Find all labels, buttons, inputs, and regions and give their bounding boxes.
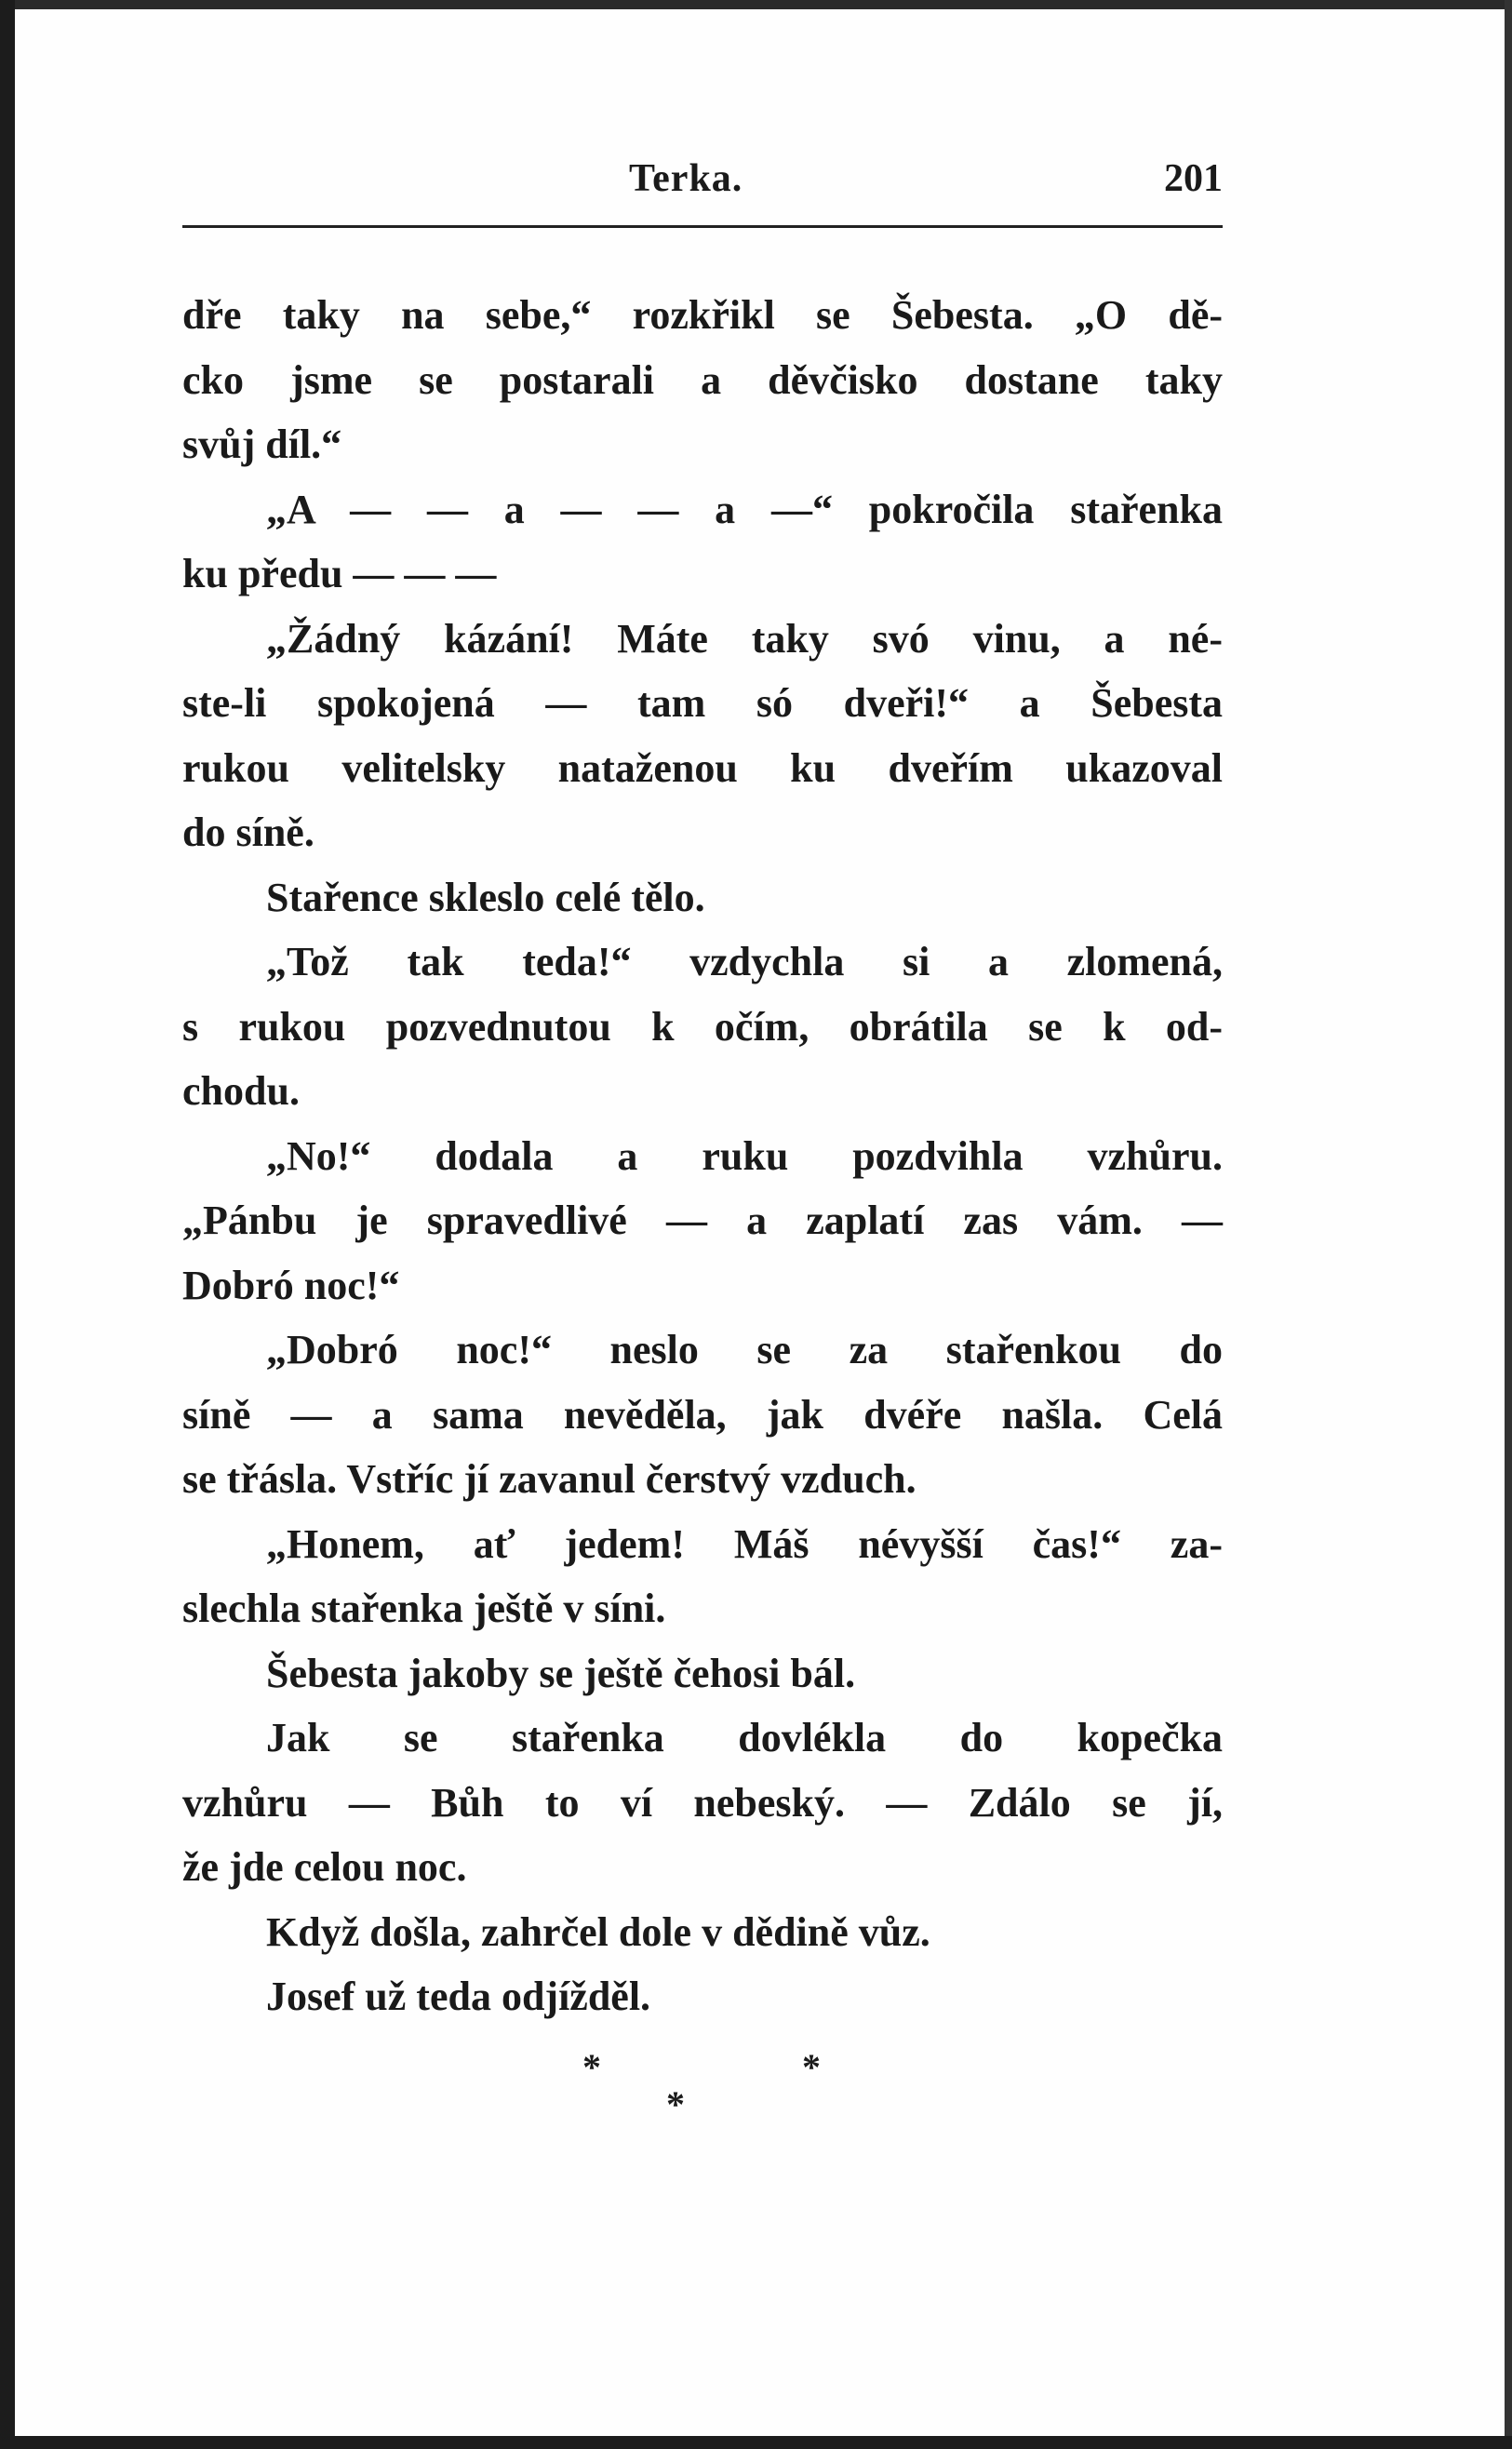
text-line: „Dobró noc!“ neslo se za stařenkou do — [266, 1327, 1223, 1372]
text-line: „Pánbu je spravedlivé — a zaplatí zas vám. — — [182, 1198, 1223, 1243]
text-line: „No!“ dodala a ruku pozdvihla vzhůru. — [266, 1132, 1223, 1179]
text-line: rukou velitelsky nataženou ku dveřím ukazoval — [182, 744, 1223, 791]
text-line: se třásla. Vstříc jí zavanul čerstvý vzduch. — [182, 1456, 917, 1502]
text-line: Jak se stařenka dovlékla do kopečka — [266, 1715, 1223, 1760]
text-line: „Žádný kázání! Máte taky svó vinu, a né- — [266, 615, 1223, 662]
text-line: Šebesta jakoby se ještě čehosi bál. — [266, 1650, 856, 1696]
text-line: vzhůru — Bůh to ví nebeský. — Zdálo se jí, — [182, 1779, 1223, 1826]
header-rule — [182, 225, 1223, 228]
text-line: ste-li spokojená — tam só dveři!“ a Šebesta — [182, 680, 1223, 726]
scan-border-left — [0, 0, 15, 2449]
scan-border-right — [1505, 0, 1512, 2449]
text-line: Když došla, zahrčel dole v dědině vůz. — [266, 1908, 930, 1955]
text-line: s rukou pozvednutou k očím, obrátila se k od- — [182, 1003, 1223, 1050]
text-line: cko jsme se postarali a děvčisko dostane taky — [182, 356, 1223, 403]
text-line: slechla stařenka ještě v síni. — [182, 1586, 666, 1631]
text-line: chodu. — [182, 1068, 300, 1114]
scan-border-bottom — [0, 2436, 1512, 2449]
text-line: svůj díl.“ — [182, 422, 342, 467]
text-line: dře taky na sebe,“ rozkřikl se Šebesta. „O dě- — [182, 292, 1223, 338]
text-line: síně — a sama nevěděla, jak dvéře našla. Celá — [182, 1391, 1223, 1438]
page-number: 201 — [1164, 157, 1223, 200]
body-text — [182, 283, 1223, 2029]
page-header — [182, 156, 1223, 212]
scan-border-top — [0, 0, 1512, 9]
section-break-star: * — [582, 2046, 601, 2088]
text-line: Stařence skleslo celé tělo. — [266, 874, 705, 920]
text-line: Dobró noc!“ — [182, 1262, 400, 1308]
text-line: že jde celou noc. — [182, 1844, 467, 1890]
section-break-star: * — [802, 2046, 821, 2088]
section-break — [182, 2045, 1223, 2157]
text-line: „A — — a — — a —“ pokročila stařenka — [266, 486, 1223, 532]
section-break-star: * — [666, 2083, 685, 2125]
text-line: „Honem, ať jedem! Máš névyšší čas!“ za- — [266, 1520, 1223, 1567]
text-line: ku předu — — — — [182, 551, 497, 596]
running-title: Terka. — [629, 157, 743, 200]
text-line: do síně. — [182, 810, 314, 855]
text-line: „Tož tak teda!“ vzdychla si a zlomená, — [266, 939, 1223, 984]
text-line: Josef už teda odjížděl. — [266, 1974, 651, 2019]
